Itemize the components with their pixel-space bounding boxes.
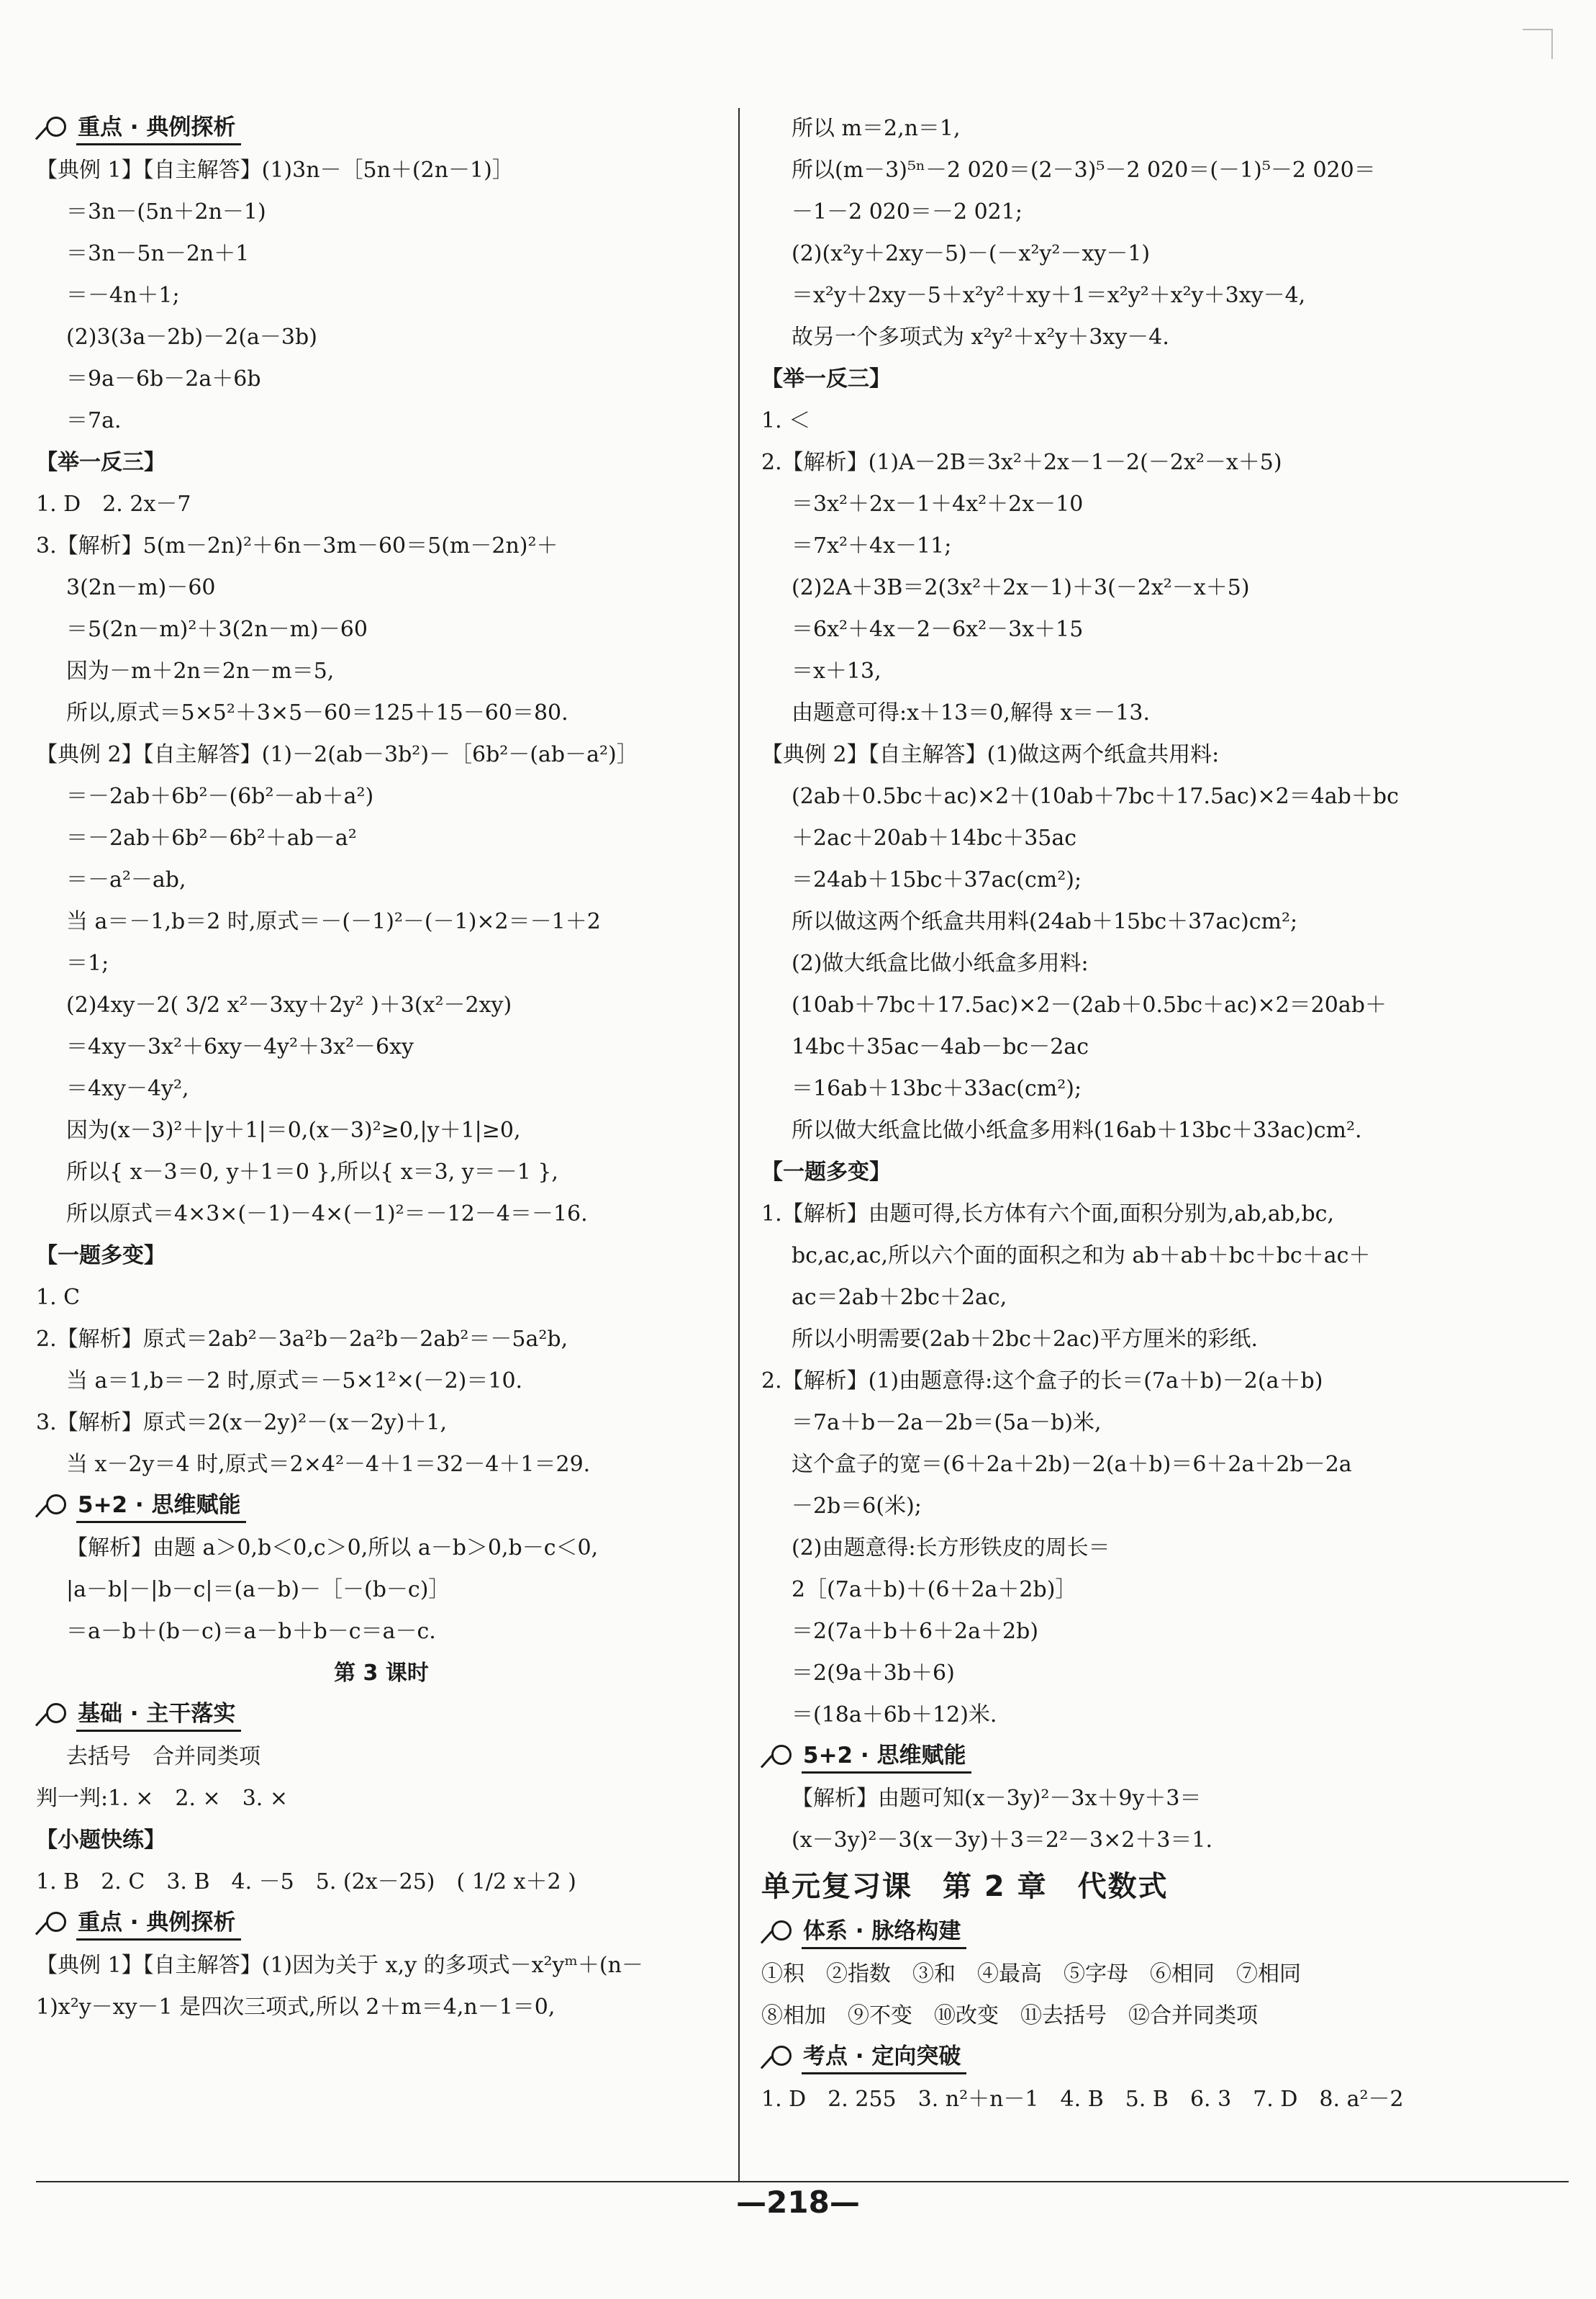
text-line: |a－b|－|b－c|＝(a－b)－［－(b－c)］ bbox=[66, 1577, 450, 1602]
text-line: 3(2n－m)－60 bbox=[66, 575, 216, 600]
magnifier-icon bbox=[761, 1918, 802, 1947]
text-line: 去括号 合并同类项 bbox=[66, 1744, 260, 1769]
text-line: (10ab＋7bc＋17.5ac)×2－(2ab＋0.5bc＋ac)×2＝20ab＋ bbox=[792, 993, 1387, 1018]
text-line: (2)3(3a－2b)－2(a－3b) bbox=[66, 325, 317, 350]
text-line: ＋2ac＋20ab＋14bc＋35ac bbox=[792, 826, 1077, 851]
text-line: 2.【解析】(1)由题意得:这个盒子的长＝(7a＋b)－2(a＋b) bbox=[761, 1368, 1323, 1394]
text-line: ＝3n－(5n＋2n－1) bbox=[66, 199, 266, 225]
section-header bbox=[761, 1912, 1567, 1954]
magnifier-icon bbox=[36, 114, 76, 143]
text-line: 1. C bbox=[36, 1285, 81, 1310]
text-line: ＝－2ab＋6b²－(6b²－ab＋a²) bbox=[66, 784, 374, 809]
magnifier-icon bbox=[761, 2043, 802, 2072]
page-number: —218— bbox=[736, 2185, 860, 2220]
section-header bbox=[36, 108, 727, 150]
text-line: 1)x²y－xy－1 是四次三项式,所以 2＋m＝4,n－1＝0, bbox=[36, 1995, 556, 2020]
text-line: 【典例 1】【自主解答】(1)3n－［5n＋(2n－1)］ bbox=[36, 158, 514, 183]
section-title: 重点 · 典例探析 bbox=[76, 113, 241, 145]
crop-mark bbox=[1523, 29, 1553, 59]
text-line: 所以{ x－3＝0, y＋1＝0 },所以{ x＝3, y＝－1 }, bbox=[66, 1160, 558, 1185]
subsection-label: 【小题快练】 bbox=[36, 1828, 166, 1853]
text-line: ＝a－b＋(b－c)＝a－b＋b－c＝a－c. bbox=[66, 1619, 436, 1644]
text-line: ＝16ab＋13bc＋33ac(cm²); bbox=[792, 1076, 1082, 1101]
text-line: ①积 ②指数 ③和 ④最高 ⑤字母 ⑥相同 ⑦相同 bbox=[761, 1961, 1301, 1987]
text-line: 所以(m－3)⁵ⁿ－2 020＝(2－3)⁵－2 020＝(－1)⁵－2 020＝ bbox=[792, 158, 1376, 183]
section-title: 体系 · 脉络构建 bbox=[802, 1917, 966, 1949]
text-line: ＝－a²－ab, bbox=[66, 867, 186, 893]
text-line: －1－2 020＝－2 021; bbox=[792, 199, 1023, 225]
text-line: 1.【解析】由题可得,长方体有六个面,面积分别为,ab,ab,bc, bbox=[761, 1201, 1335, 1227]
text-line: 所以 m＝2,n＝1, bbox=[792, 116, 961, 141]
text-line: 由题意可得:x＋13＝0,解得 x＝－13. bbox=[792, 700, 1150, 726]
magnifier-icon bbox=[36, 1910, 76, 1938]
magnifier-icon bbox=[36, 1492, 76, 1521]
text-line: 所以原式＝4×3×(－1)－4×(－1)²＝－12－4＝－16. bbox=[66, 1201, 588, 1227]
text-line: ＝7a＋b－2a－2b＝(5a－b)米, bbox=[792, 1410, 1102, 1435]
text-line: ＝2(7a＋b＋6＋2a＋2b) bbox=[792, 1619, 1039, 1644]
section-header bbox=[36, 1694, 727, 1736]
section-title: 考点 · 定向突破 bbox=[802, 2042, 966, 2074]
text-line: ＝6x²＋4x－2－6x²－3x＋15 bbox=[792, 617, 1084, 642]
section-header bbox=[36, 1903, 727, 1945]
text-line: ＝(18a＋6b＋12)米. bbox=[792, 1702, 997, 1727]
column-divider bbox=[738, 108, 740, 2181]
text-line: (2ab＋0.5bc＋ac)×2＋(10ab＋7bc＋17.5ac)×2＝4ab＋bc bbox=[792, 784, 1399, 809]
text-line: 1. D 2. 2x－7 bbox=[36, 492, 191, 517]
section-title: 5+2 · 思维赋能 bbox=[802, 1741, 971, 1774]
footer-rule bbox=[36, 2181, 1569, 2182]
text-line: (2)由题意得:长方形铁皮的周长＝ bbox=[792, 1535, 1110, 1560]
text-line: 2［(7a＋b)＋(6＋2a＋2b)］ bbox=[792, 1577, 1077, 1602]
subsection-label: 【一题多变】 bbox=[36, 1243, 166, 1268]
section-title: 基础 · 主干落实 bbox=[76, 1699, 241, 1732]
section-title: 重点 · 典例探析 bbox=[76, 1908, 241, 1941]
section-header bbox=[761, 2037, 1567, 2079]
text-line: 故另一个多项式为 x²y²＋x²y＋3xy－4. bbox=[792, 325, 1169, 350]
text-line: 当 x－2y＝4 时,原式＝2×4²－4＋1＝32－4＋1＝29. bbox=[66, 1452, 591, 1477]
text-line: ＝5(2n－m)²＋3(2n－m)－60 bbox=[66, 617, 368, 642]
text-line: ⑧相加 ⑨不变 ⑩改变 ⑪去括号 ⑫合并同类项 bbox=[761, 2003, 1258, 2028]
subsection-label: 【一题多变】 bbox=[761, 1160, 891, 1185]
text-line: ＝x＋13, bbox=[792, 659, 881, 684]
text-line: 所以做这两个纸盒共用料(24ab＋15bc＋37ac)cm²; bbox=[792, 909, 1298, 934]
text-line: (x－3y)²－3(x－3y)＋3＝2²－3×2＋3＝1. bbox=[792, 1828, 1213, 1853]
section-title: 5+2 · 思维赋能 bbox=[76, 1491, 246, 1523]
text-line: 【典例 2】【自主解答】(1)做这两个纸盒共用料: bbox=[761, 742, 1220, 767]
magnifier-icon bbox=[761, 1743, 802, 1771]
text-line: 判一判:1. × 2. × 3. × bbox=[36, 1786, 288, 1811]
text-line: 所以做大纸盒比做小纸盒多用料(16ab＋13bc＋33ac)cm². bbox=[792, 1118, 1362, 1143]
lesson-title: 第 3 课时 bbox=[334, 1661, 429, 1686]
text-line: bc,ac,ac,所以六个面的面积之和为 ab＋ab＋bc＋bc＋ac＋ bbox=[792, 1243, 1371, 1268]
text-line: 所以小明需要(2ab＋2bc＋2ac)平方厘米的彩纸. bbox=[792, 1327, 1258, 1352]
text-line: ＝3x²＋2x－1＋4x²＋2x－10 bbox=[792, 492, 1084, 517]
text-line: 当 a＝1,b＝－2 时,原式＝－5×1²×(－2)＝10. bbox=[66, 1368, 523, 1394]
text-line: ＝4xy－4y², bbox=[66, 1076, 189, 1101]
text-line: 因为－m＋2n＝2n－m＝5, bbox=[66, 659, 335, 684]
text-line: ＝x²y＋2xy－5＋x²y²＋xy＋1＝x²y²＋x²y＋3xy－4, bbox=[792, 283, 1306, 308]
text-line: 1. D 2. 255 3. n²＋n－1 4. B 5. B 6. 3 7. D 8. a²－2 bbox=[761, 2087, 1404, 2112]
text-line: 14bc＋35ac－4ab－bc－2ac bbox=[792, 1034, 1089, 1060]
text-line: (2)2A＋3B＝2(3x²＋2x－1)＋3(－2x²－x＋5) bbox=[792, 575, 1250, 600]
left-column bbox=[36, 108, 727, 2028]
text-line: ＝2(9a＋3b＋6) bbox=[792, 1661, 955, 1686]
magnifier-icon bbox=[36, 1701, 76, 1730]
text-line: 3.【解析】原式＝2(x－2y)²－(x－2y)＋1, bbox=[36, 1410, 448, 1435]
section-header bbox=[761, 1736, 1567, 1778]
text-line: 【典例 2】【自主解答】(1)－2(ab－3b²)－［6b²－(ab－a²)］ bbox=[36, 742, 638, 767]
text-line: 所以,原式＝5×5²＋3×5－60＝125＋15－60＝80. bbox=[66, 700, 568, 726]
text-line: 【典例 1】【自主解答】(1)因为关于 x,y 的多项式－x²yᵐ＋(n－ bbox=[36, 1953, 643, 1978]
text-line: 2.【解析】原式＝2ab²－3a²b－2a²b－2ab²＝－5a²b, bbox=[36, 1327, 568, 1352]
text-line: ＝－2ab＋6b²－6b²＋ab－a² bbox=[66, 826, 357, 851]
text-line: 这个盒子的宽＝(6＋2a＋2b)－2(a＋b)＝6＋2a＋2b－2a bbox=[792, 1452, 1352, 1477]
text-line: (2)4xy－2( 3/2 x²－3xy＋2y² )＋3(x²－2xy) bbox=[66, 993, 512, 1018]
text-line: ＝4xy－3x²＋6xy－4y²＋3x²－6xy bbox=[66, 1034, 414, 1060]
text-line: 3.【解析】5(m－2n)²＋6n－3m－60＝5(m－2n)²＋ bbox=[36, 533, 558, 559]
text-line: 2.【解析】(1)A－2B＝3x²＋2x－1－2(－2x²－x＋5) bbox=[761, 450, 1282, 475]
text-line: ＝3n－5n－2n＋1 bbox=[66, 241, 250, 266]
text-line: ＝9a－6b－2a＋6b bbox=[66, 366, 261, 392]
text-line: ac＝2ab＋2bc＋2ac, bbox=[792, 1285, 1007, 1310]
text-line: ＝1; bbox=[66, 951, 109, 976]
text-line: ＝－4n＋1; bbox=[66, 283, 180, 308]
text-line: －2b＝6(米); bbox=[792, 1494, 922, 1519]
text-line: 当 a＝－1,b＝2 时,原式＝－(－1)²－(－1)×2＝－1＋2 bbox=[66, 909, 601, 934]
text-line: 1. ＜ bbox=[761, 408, 811, 433]
subsection-label: 【举一反三】 bbox=[761, 366, 891, 392]
chapter-title: 单元复习课 第 2 章 代数式 bbox=[761, 1870, 1169, 1903]
right-column bbox=[761, 108, 1567, 2120]
text-line: 【解析】由题 a＞0,b＜0,c＞0,所以 a－b＞0,b－c＜0, bbox=[66, 1535, 599, 1560]
subsection-label: 【举一反三】 bbox=[36, 450, 166, 475]
text-line: ＝24ab＋15bc＋37ac(cm²); bbox=[792, 867, 1082, 893]
text-line: 【解析】由题可知(x－3y)²－3x＋9y＋3＝ bbox=[792, 1786, 1202, 1811]
text-line: ＝7x²＋4x－11; bbox=[792, 533, 952, 559]
text-line: (2)(x²y＋2xy－5)－(－x²y²－xy－1) bbox=[792, 241, 1151, 266]
text-line: (2)做大纸盒比做小纸盒多用料: bbox=[792, 951, 1089, 976]
text-line: ＝7a. bbox=[66, 408, 122, 433]
text-line: 因为(x－3)²＋|y＋1|＝0,(x－3)²≥0,|y＋1|≥0, bbox=[66, 1118, 521, 1143]
text-line: 1. B 2. C 3. B 4. －5 5. (2x－25) ( 1/2 x＋2 ) bbox=[36, 1869, 576, 1894]
section-header bbox=[36, 1486, 727, 1527]
